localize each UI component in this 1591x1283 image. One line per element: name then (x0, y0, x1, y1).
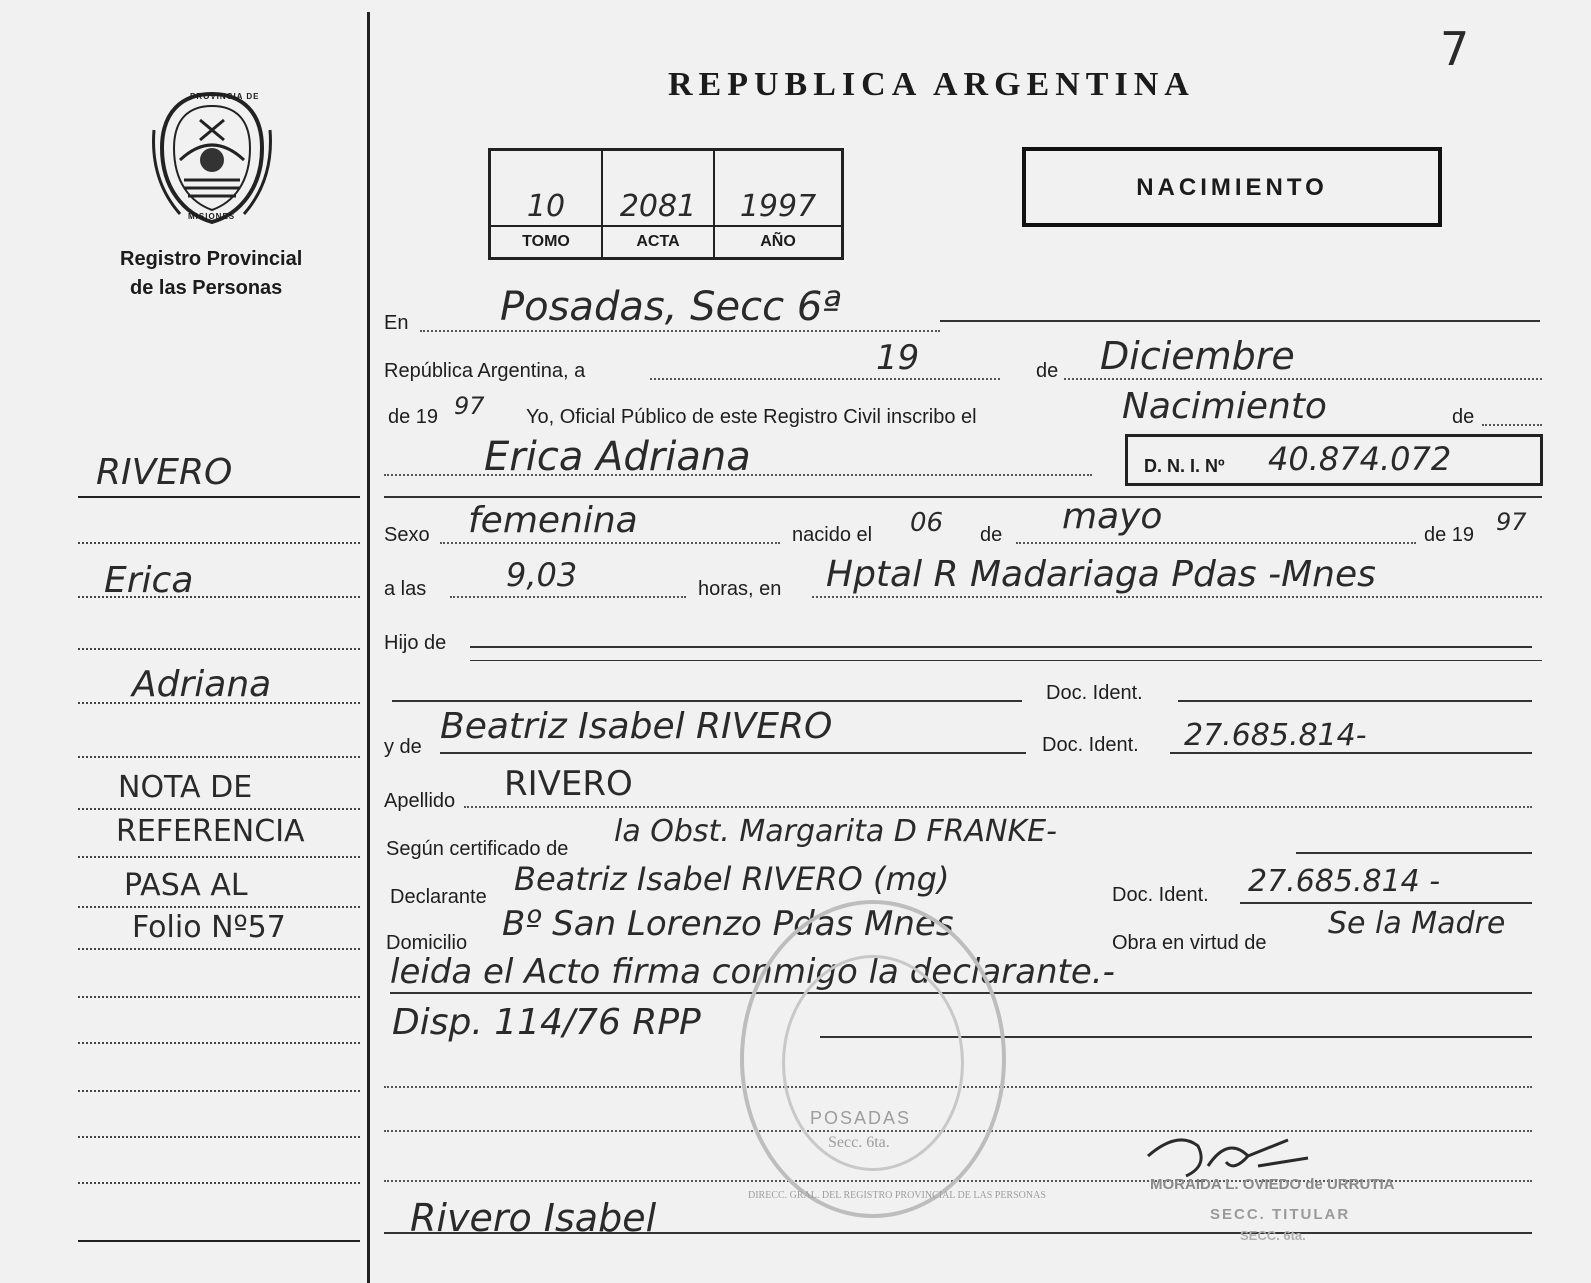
hour-value: 9,03 (506, 556, 578, 594)
fill-line (450, 596, 686, 598)
fill-line (1016, 542, 1416, 544)
fill-line (650, 378, 1000, 380)
margin-line (78, 906, 360, 908)
apellido-label: Apellido (384, 790, 456, 812)
official-seal-outer-text: DIRECC. GRAL. DEL REGISTRO PROVINCIAL DE LAS PERSONAS (748, 1190, 1046, 1201)
birth-year-value: 97 (1496, 508, 1527, 536)
margin-line (78, 1240, 360, 1242)
declarante-doc-value: 27.685.814 - (1248, 864, 1441, 899)
record-type-box: NACIMIENTO (1022, 147, 1442, 227)
segun-value: la Obst. Margarita D FRANKE- (614, 814, 1057, 849)
declarante-value: Beatriz Isabel RIVERO (mg) (514, 860, 950, 898)
obra-label: Obra en virtud de (1112, 932, 1267, 954)
tomo-value: 10 (526, 189, 566, 224)
officer-stamp-name: MORAIDA L. OVIEDO de URRUTIA (1150, 1176, 1395, 1193)
margin-line (78, 1182, 360, 1184)
hijo-label: Hijo de (384, 632, 447, 654)
fill-line (420, 330, 940, 332)
official-seal-section: Secc. 6ta. (828, 1134, 890, 1151)
inscribo-value: Nacimiento (1122, 386, 1327, 427)
yde-label: y de (384, 736, 422, 758)
section-line (384, 496, 1542, 498)
fill-line (1178, 700, 1532, 702)
margin-line (78, 702, 360, 704)
fill-line (440, 752, 1026, 754)
nacido-label: nacido el (792, 524, 873, 546)
provincial-seal-icon (150, 90, 274, 226)
place-value: Hptal R Madariaga Pdas -Mnes (826, 554, 1376, 595)
margin-note-line1: NOTA DE (118, 770, 253, 805)
fill-line (1482, 424, 1542, 426)
acta-label: ACTA (636, 233, 680, 250)
fill-line (440, 542, 780, 544)
yo-text: Yo, Oficial Público de este Registro Civil inscribo el (526, 406, 977, 428)
dni-value: 40.874.072 (1268, 440, 1452, 478)
margin-line (78, 756, 360, 758)
horas-label: horas, en (698, 578, 782, 600)
margin-line (78, 1136, 360, 1138)
sexo-label: Sexo (384, 524, 430, 546)
margin-surname: RIVERO (96, 452, 233, 493)
margin-line (78, 542, 360, 544)
margin-line (78, 808, 360, 810)
margin-line (78, 1042, 360, 1044)
margin-first-name: Erica (104, 560, 194, 601)
sexo-value: femenina (468, 500, 638, 541)
margin-line (78, 948, 360, 950)
record-number-box (488, 148, 844, 260)
declarant-signature: Rivero Isabel (410, 1196, 657, 1240)
fill-line (1170, 752, 1532, 754)
year-value: 97 (454, 392, 485, 420)
seal-top-text: PROVINCIA DE (190, 92, 260, 101)
en-value: Posadas, Secc 6ª (500, 284, 842, 330)
doc-ident-label: Doc. Ident. (1046, 682, 1143, 704)
domicilio-value: Bº San Lorenzo Pdas Mnes (502, 904, 954, 944)
name-value: Erica Adriana (484, 434, 751, 480)
margin-second-name: Adriana (132, 664, 272, 705)
doc-ident-label3: Doc. Ident. (1112, 884, 1209, 906)
apellido-value: RIVERO (504, 764, 633, 804)
birth-month-value: mayo (1062, 496, 1163, 537)
obra-value: Se la Madre (1328, 906, 1506, 941)
officer-stamp-title: SECC. TITULAR (1210, 1206, 1351, 1223)
leida-value: leida el Acto firma conmigo la declarante.- (390, 952, 1115, 992)
fill-line (1296, 852, 1532, 854)
margin-note-line2: REFERENCIA (116, 814, 305, 849)
margin-note-line3: PASA AL (124, 868, 248, 903)
margin-line (78, 856, 360, 858)
en-label: En (384, 312, 409, 334)
de19-label: de 19 (388, 406, 439, 428)
margin-note-line4: Folio Nº57 (132, 910, 286, 945)
margin-line (78, 496, 360, 498)
day-value: 19 (876, 338, 920, 378)
de19-label2: de 19 (1424, 524, 1475, 546)
fill-line (464, 806, 1532, 808)
acta-value: 2081 (619, 189, 697, 224)
margin-line (78, 1090, 360, 1092)
fill-line (940, 320, 1540, 322)
margin-line (78, 996, 360, 998)
mother-doc-value: 27.685.814- (1184, 718, 1367, 753)
month-value: Diciembre (1100, 334, 1295, 378)
country-title: REPUBLICA ARGENTINA (668, 66, 1195, 103)
de-label2: de (1452, 406, 1475, 428)
birth-day-value: 06 (910, 508, 944, 538)
seal-bottom-text: MISIONES (188, 212, 236, 221)
disp-value: Disp. 114/76 RPP (392, 1002, 701, 1043)
de-label: de (1036, 360, 1059, 382)
column-divider (367, 12, 370, 1283)
doc-ident-label2: Doc. Ident. (1042, 734, 1139, 756)
tomo-label: TOMO (522, 233, 570, 250)
ano-label: AÑO (760, 233, 796, 250)
official-seal-city: POSADAS (810, 1108, 912, 1128)
declarante-label: Declarante (390, 886, 487, 908)
fill-line (470, 646, 1532, 648)
registry-name-line1: Registro Provincial (120, 248, 303, 270)
segun-label: Según certificado de (386, 838, 569, 860)
margin-line (78, 596, 360, 598)
officer-stamp-secc: SECC. 6ta. (1240, 1228, 1306, 1243)
margin-line (78, 648, 360, 650)
ano-value: 1997 (739, 189, 817, 224)
dni-label: D. N. I. Nº (1144, 456, 1225, 476)
alas-label: a las (384, 578, 427, 600)
mother-value: Beatriz Isabel RIVERO (440, 706, 833, 747)
fill-line (1240, 902, 1532, 904)
fill-line (392, 700, 1022, 702)
fill-line (384, 474, 1092, 476)
de-label3: de (980, 524, 1003, 546)
page-number: 7 (1440, 22, 1470, 76)
fill-line (470, 660, 1542, 661)
registry-name-line2: de las Personas (130, 277, 283, 299)
fill-line (812, 596, 1542, 598)
republica-label: República Argentina, a (384, 360, 586, 382)
fill-line (1064, 378, 1542, 380)
domicilio-label: Domicilio (386, 932, 468, 954)
